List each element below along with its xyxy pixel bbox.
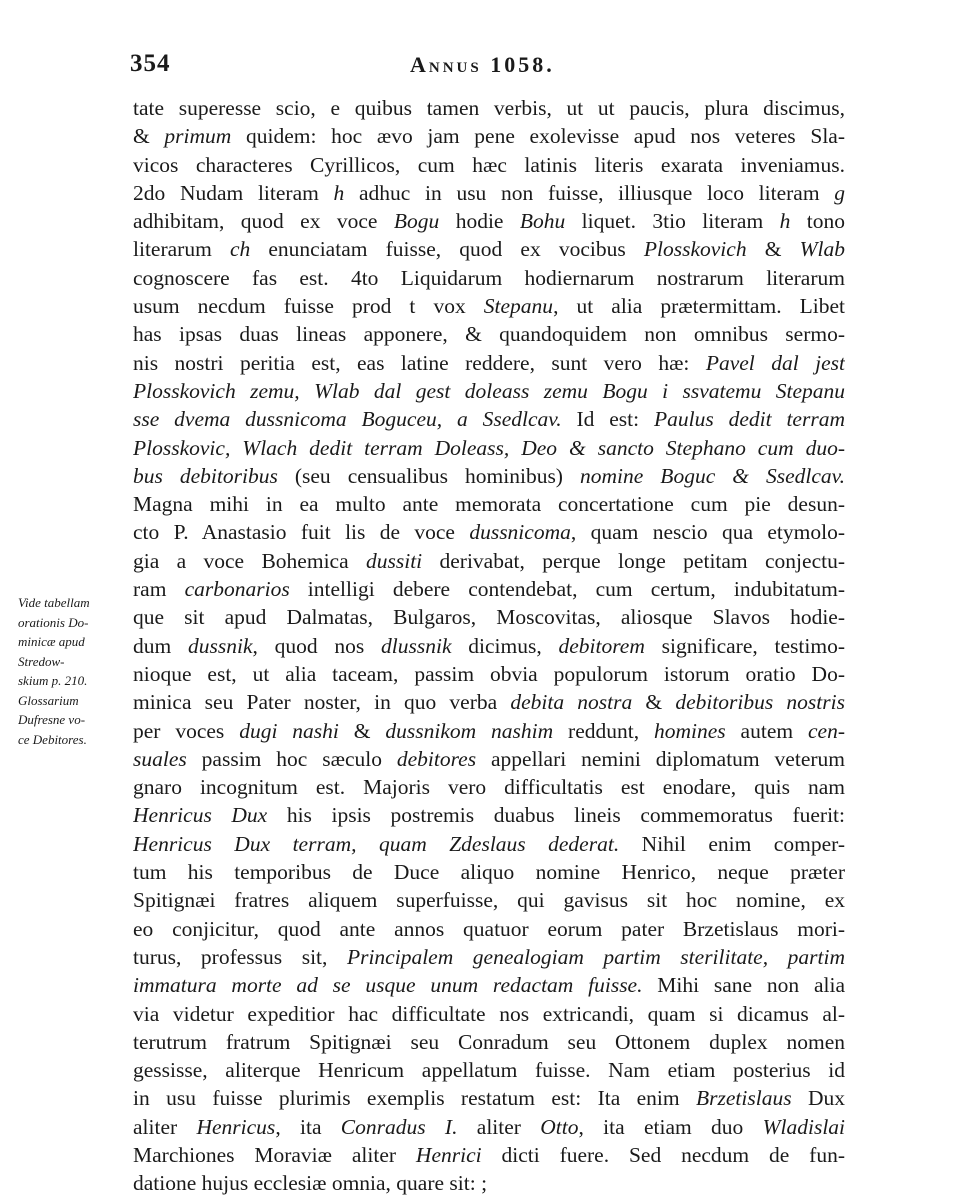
text-line <box>133 207 845 235</box>
text-line <box>133 801 845 829</box>
italic-text: cen- <box>807 718 845 743</box>
italic-text: immatura morte ad se usque unum redactam fuisse. <box>133 973 643 998</box>
text-segment: , quam nescio qua etymolo- <box>570 520 845 545</box>
text-line <box>133 660 845 688</box>
text-segment: autem <box>725 718 808 743</box>
text-line <box>133 1141 845 1169</box>
text-segment: eo conjicitur, quod ante annos quatuor eorum pater Brzetislaus mori- <box>133 916 845 941</box>
text-segment: his ipsis postremis duabus lineis commemoratus fuerit: <box>267 803 845 828</box>
text-segment: datione hujus ecclesiæ omnia, quare sit: ; <box>133 1171 488 1196</box>
text-segment: turus, professus sit, <box>133 944 347 969</box>
text-line <box>133 518 845 546</box>
text-line <box>133 971 845 999</box>
text-line <box>133 575 845 603</box>
italic-text: Plosskovich <box>643 237 747 262</box>
italic-text: sse dvema dussnicoma Boguceu, a Ssedlcav. <box>133 407 562 432</box>
text-segment: reddunt, <box>553 718 654 743</box>
text-segment: cto P. Anastasio fuit lis de voce <box>133 520 470 545</box>
text-segment: Magna mihi in ea multo ante memorata concertatione cum pie desun- <box>133 492 845 517</box>
italic-text: primum <box>164 124 232 149</box>
body-text <box>133 94 845 1198</box>
text-segment: enunciatam fuisse, quod ex vocibus <box>250 237 644 262</box>
text-line <box>133 151 845 179</box>
italic-text: carbonarios <box>184 577 290 602</box>
text-line <box>133 1028 845 1056</box>
text-line <box>133 1084 845 1112</box>
italic-text: debitores <box>396 746 477 771</box>
margin-note-line: orationis Do- <box>18 614 89 630</box>
text-segment: derivabat, perque longe petitam conjectu- <box>422 548 845 573</box>
italic-text: dussiti <box>365 548 423 573</box>
text-segment: Dux <box>791 1086 845 1111</box>
italic-text: debita nostra <box>510 690 633 715</box>
margin-note-line: Glossarium <box>18 692 79 708</box>
italic-text: dlussnik <box>381 633 452 658</box>
text-line <box>133 490 845 518</box>
text-segment: in usu fuisse plurimis exemplis restatum est: Ita enim <box>133 1086 696 1111</box>
text-line <box>133 405 845 433</box>
text-segment: per voces <box>133 718 240 743</box>
text-segment: Nihil enim comper- <box>619 831 845 856</box>
text-line <box>133 1000 845 1028</box>
text-line <box>133 717 845 745</box>
margin-note-line: skium p. 210. <box>18 673 88 688</box>
text-segment: , ita etiam duo <box>578 1114 763 1139</box>
text-segment: quidem: hoc ævo jam pene exolevisse apud nos veteres Sla- <box>231 124 845 149</box>
text-segment: passim hoc sæculo <box>186 746 397 771</box>
text-segment: que sit apud Dalmatas, Bulgaros, Moscovitas, aliosque Slavos hodie- <box>133 605 845 630</box>
italic-text: Stepanu <box>483 294 554 319</box>
text-segment: dum <box>133 633 188 658</box>
text-line <box>133 632 845 660</box>
margin-note-line: Dufresne vo- <box>18 712 86 727</box>
text-segment: , ut alia prætermittam. Libet <box>553 294 845 319</box>
margin-note-line: Vide tabellam <box>18 595 90 610</box>
margin-note-line: Stredow- <box>18 653 65 669</box>
text-segment: tono <box>790 209 845 234</box>
italic-text: Henricus Dux terram, quam Zdeslaus dederat. <box>133 831 620 856</box>
italic-text: Bogu <box>393 209 440 234</box>
italic-text: g <box>834 180 845 205</box>
text-segment: vicos characteres Cyrillicos, cum hæc latinis literis exarata inveniamus. <box>133 152 845 177</box>
text-segment: minica seu Pater noster, in quo verba <box>133 690 511 715</box>
text-segment: & <box>133 124 165 149</box>
italic-text: suales <box>133 746 187 771</box>
text-line <box>133 886 845 914</box>
text-line <box>133 349 845 377</box>
italic-text: Wlab <box>799 237 845 262</box>
text-segment: gnaro incognitum est. Majoris vero difficultatis est enodare, quis nam <box>133 775 845 800</box>
text-segment: dicimus, <box>451 633 559 658</box>
text-segment: nioque est, ut alia taceam, passim obvia populorum istorum oratio Do- <box>133 661 845 686</box>
italic-text: Pavel dal jest <box>705 350 845 375</box>
text-line <box>133 462 845 490</box>
text-line <box>133 377 845 405</box>
text-line <box>133 320 845 348</box>
text-segment: (seu censualibus hominibus) <box>277 463 580 488</box>
italic-text: Principalem genealogiam partim sterilitate, partim <box>346 944 845 969</box>
text-segment: Mihi sane non alia <box>642 973 845 998</box>
italic-text: Plosskovic, Wlach dedit terram Doleass, Deo & sancto Stephano cum duo- <box>133 435 845 460</box>
text-segment: significare, testimo- <box>644 633 845 658</box>
italic-text: dussnicoma <box>469 520 571 545</box>
text-segment: Spitignæi fratres aliquem superfuisse, qui gavisus sit hoc nomine, ex <box>133 888 845 913</box>
text-segment: liquet. 3tio literam <box>565 209 780 234</box>
text-line <box>133 858 845 886</box>
italic-text: h <box>779 209 791 234</box>
text-line <box>133 745 845 773</box>
text-segment: cognoscere fas est. 4to Liquidarum hodiernarum nostrarum literarum <box>133 265 845 290</box>
text-segment: , quod nos <box>252 633 382 658</box>
text-segment: & <box>338 718 386 743</box>
italic-text: dussnik <box>188 633 253 658</box>
text-segment: appellari nemini diplomatum veterum <box>476 746 845 771</box>
italic-text: dugi nashi <box>239 718 339 743</box>
text-segment: literarum <box>133 237 230 262</box>
text-segment: Marchiones Moraviæ aliter <box>133 1142 416 1167</box>
italic-text: Otto <box>540 1114 579 1139</box>
text-line <box>133 1113 845 1141</box>
italic-text: homines <box>654 718 726 743</box>
italic-text: Wladislai <box>762 1114 845 1139</box>
text-segment: gessisse, aliterque Henricum appellatum fuisse. Nam etiam posterius id <box>133 1058 845 1083</box>
italic-text: Plosskovich zemu, Wlab dal gest doleass zemu Bogu i ssvatemu Stepanu <box>133 378 845 403</box>
text-segment: tate superesse scio, e quibus tamen verbis, ut ut paucis, plura discimus, <box>133 96 845 120</box>
italic-text: ch <box>229 237 251 262</box>
italic-text: h <box>333 180 345 205</box>
text-line <box>133 547 845 575</box>
italic-text: Paulus dedit terram <box>654 407 845 432</box>
text-segment: tum his temporibus de Duce aliquo nomine Henrico, neque præter <box>133 860 845 885</box>
text-line <box>133 94 845 122</box>
text-segment: hodie <box>439 209 520 234</box>
text-line <box>133 688 845 716</box>
text-line <box>133 773 845 801</box>
text-segment: , ita <box>275 1114 341 1139</box>
text-segment: ram <box>133 577 185 602</box>
text-segment: adhuc in usu non fuisse, illiusque loco literam <box>344 180 835 205</box>
text-line <box>133 943 845 971</box>
italic-text: Henricus Dux <box>133 803 268 828</box>
text-segment: gia a voce Bohemica <box>133 548 366 573</box>
text-segment: aliter <box>133 1114 197 1139</box>
text-line <box>133 915 845 943</box>
text-line <box>133 292 845 320</box>
text-segment: usum necdum fuisse prod t vox <box>133 294 484 319</box>
text-segment: adhibitam, quod ex voce <box>133 209 394 234</box>
margin-note-line: ce Debitores. <box>18 731 87 747</box>
running-head: Annus 1058. <box>410 52 555 77</box>
italic-text: nomine Boguc & Ssedlcav. <box>580 463 845 488</box>
italic-text: Brzetislaus <box>696 1086 792 1111</box>
text-line <box>133 235 845 263</box>
text-segment: dicti fuere. Sed necdum de fun- <box>481 1142 845 1167</box>
text-segment: & <box>632 690 676 715</box>
text-segment: intelligi debere contendebat, cum certum, indubitatum- <box>289 577 845 602</box>
text-segment: aliter <box>457 1114 541 1139</box>
text-segment: has ipsas duas lineas apponere, & quandoquidem non omnibus sermo- <box>133 322 845 347</box>
text-line <box>133 603 845 631</box>
text-line <box>133 264 845 292</box>
text-line <box>133 179 845 207</box>
text-segment: 2do Nudam literam <box>133 180 334 205</box>
italic-text: bus debitoribus <box>133 463 278 488</box>
text-segment: nis nostri peritia est, eas latine reddere, sunt vero hæ: <box>133 350 706 375</box>
margin-note-line: minicæ apud <box>18 634 85 649</box>
text-line <box>133 1169 845 1197</box>
text-line <box>133 434 845 462</box>
text-line <box>133 122 845 150</box>
margin-notes <box>18 593 130 749</box>
page-number: 354 <box>130 50 171 77</box>
text-line <box>133 830 845 858</box>
text-segment: via videtur expeditior hac difficultate nos extricandi, quam si dicamus al- <box>133 1001 845 1026</box>
text-segment: Id est: <box>561 407 654 432</box>
text-segment: & <box>746 237 800 262</box>
text-line <box>133 1056 845 1084</box>
italic-text: Henrici <box>415 1142 482 1167</box>
italic-text: Bohu <box>519 209 566 234</box>
italic-text: Henricus <box>196 1114 276 1139</box>
italic-text: debitorem <box>558 633 645 658</box>
italic-text: Conradus I. <box>340 1114 458 1139</box>
italic-text: dussnikom nashim <box>385 718 554 743</box>
text-segment: terutrum fratrum Spitignæi seu Conradum seu Ottonem duplex nomen <box>133 1029 845 1054</box>
italic-text: debitoribus nostris <box>675 690 845 715</box>
